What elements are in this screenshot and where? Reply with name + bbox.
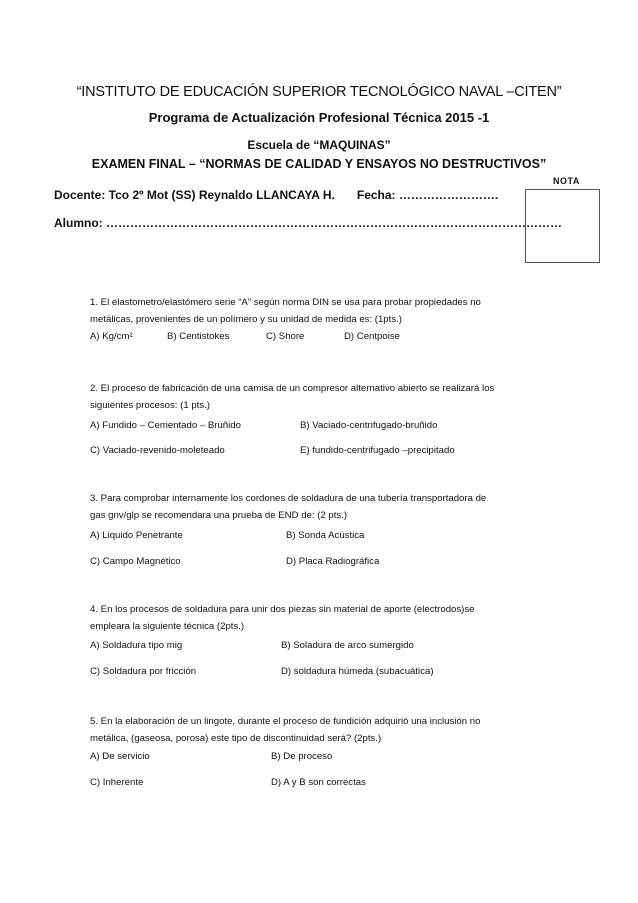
option-a: A) De servicio bbox=[90, 751, 150, 762]
question-1 bbox=[90, 294, 481, 328]
question-text: empleara la siguiente técnica (2pts.) bbox=[90, 621, 245, 632]
institute-title: “INSTITUTO DE EDUCACIÓN SUPERIOR TECNOLÓGICO NAVAL –CITEN” bbox=[76, 84, 562, 100]
option-a: A) Liquido Penetrante bbox=[90, 530, 183, 541]
option-b: B) Soladura de arco sumergido bbox=[281, 640, 414, 651]
nota-label: NOTA bbox=[553, 176, 580, 186]
question-text: metálicas, provenientes de un polímero y su unidad de medida es: (1pts.) bbox=[90, 314, 402, 325]
question-5 bbox=[90, 713, 480, 747]
option-d: D) soldadura húmeda (subacuática) bbox=[281, 666, 434, 677]
exam-title: EXAMEN FINAL – “NORMAS DE CALIDAD Y ENSAYOS NO DESTRUCTIVOS” bbox=[91, 157, 547, 171]
question-3 bbox=[90, 490, 486, 524]
option-a: A) Soldadura tipo mig bbox=[90, 640, 183, 651]
option-b: B) Centistokes bbox=[167, 331, 230, 342]
school-title: Escuela de “MAQUINAS” bbox=[247, 138, 391, 152]
question-text: 4. En los procesos de soldadura para unir dos piezas sin material de aporte (electrodos)se bbox=[90, 604, 475, 615]
option-c: C) Vaciado-revenido-moleteado bbox=[90, 445, 225, 456]
option-e: E) fundido-centrifugado –precipitado bbox=[300, 445, 455, 456]
program-title: Programa de Actualización Profesional Técnica 2015 -1 bbox=[148, 110, 490, 125]
question-text: 3. Para comprobar internamente los cordones de soldadura de una tubería transportadora de bbox=[90, 493, 487, 504]
question-text: 5. En la elaboración de un lingote, durante el proceso de fundición adquirió una inclusión no bbox=[90, 716, 481, 727]
option-c: C) Shore bbox=[266, 331, 305, 342]
fecha-label: Fecha: ……………………. bbox=[356, 188, 499, 202]
nota-box bbox=[525, 189, 600, 263]
option-c: C) Campo Magnético bbox=[90, 556, 181, 567]
option-b: B) De proceso bbox=[271, 751, 333, 762]
question-text: 2. El proceso de fabricación de una camisa de un compresor alternativo abierto se realizará los bbox=[90, 383, 495, 394]
option-b: B) Vaciado-centrifugado-bruñido bbox=[300, 420, 438, 431]
option-a: A) Fundido – Cementado – Bruñido bbox=[90, 420, 241, 431]
option-d: D) A y B son correctas bbox=[271, 777, 366, 788]
option-d: D) Centpoise bbox=[344, 331, 400, 342]
question-text: gas gnv/glp se recomendara una prueba de END de: (2 pts.) bbox=[90, 510, 348, 521]
option-c: C) Inherente bbox=[90, 777, 144, 788]
option-c: C) Soldadura por fricción bbox=[90, 666, 197, 677]
docente-line bbox=[54, 188, 498, 202]
alumno-line: Alumno: …………………………………………………………………………………………………… bbox=[54, 216, 562, 230]
question-text: metálica, (gaseosa, porosa) este tipo de discontinuidad será? (2pts.) bbox=[90, 733, 382, 744]
docente-label: Docente: Tco 2º Mot (SS) Reynaldo LLANCAYA H. bbox=[54, 188, 335, 202]
question-2 bbox=[90, 380, 494, 414]
option-a: A) Kg/cm² bbox=[90, 331, 133, 342]
option-d: D) Placa Radiográfica bbox=[286, 556, 380, 567]
option-b: B) Sonda Acústica bbox=[286, 530, 365, 541]
question-4 bbox=[90, 601, 475, 635]
question-text: siguientes procesos: (1 pts.) bbox=[90, 400, 210, 411]
question-text: 1. El elastometro/elastómero serie “A” según norma DIN se usa para probar propiedades no bbox=[90, 297, 481, 308]
